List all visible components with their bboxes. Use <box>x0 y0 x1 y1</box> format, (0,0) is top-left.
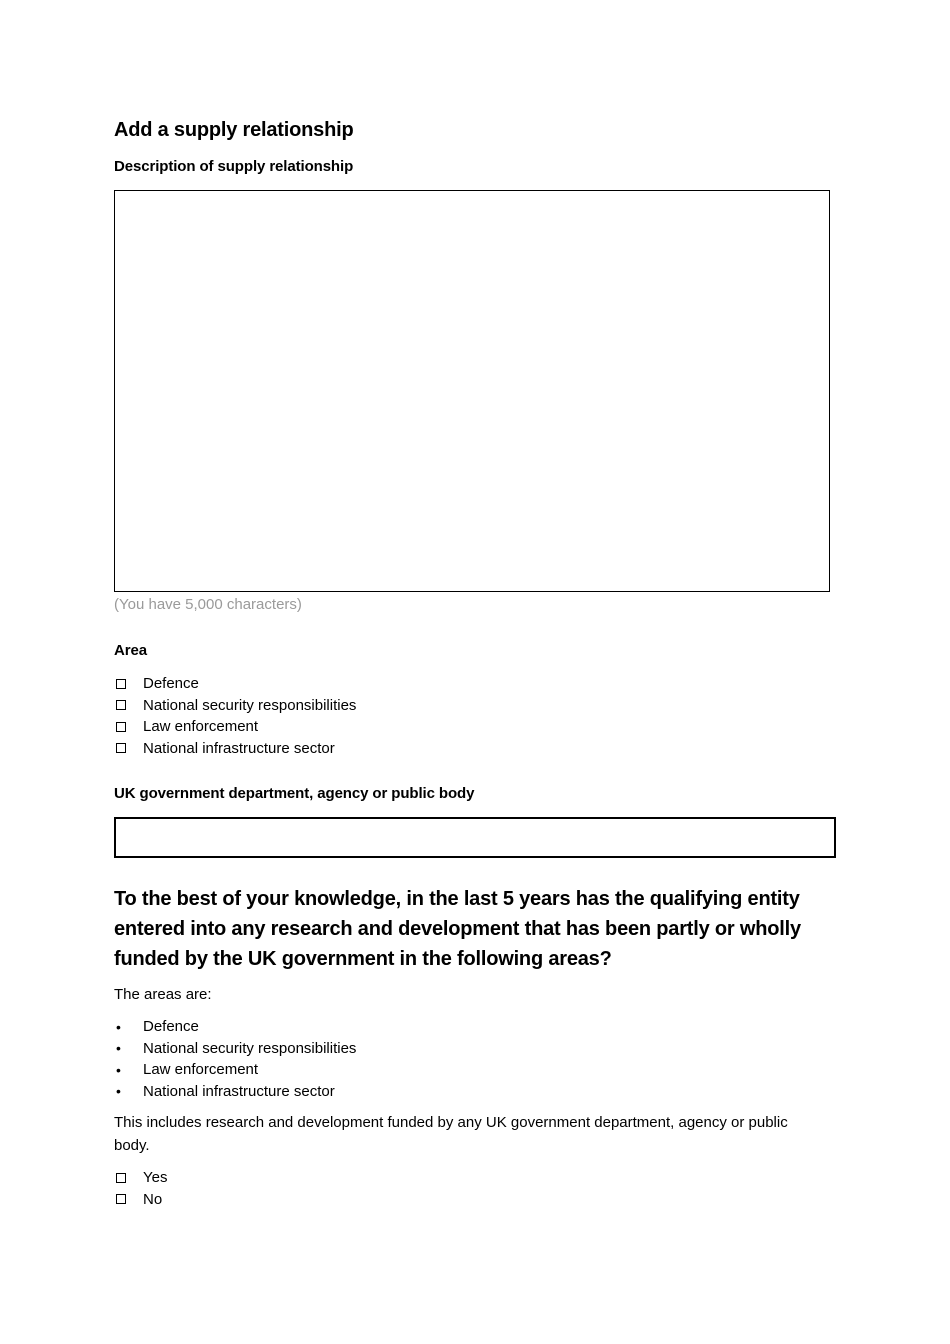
description-textarea-box[interactable] <box>114 190 830 592</box>
area-checkbox[interactable] <box>116 679 126 689</box>
bullet-icon: • <box>116 1040 121 1057</box>
funding-note: This includes research and development funded by any UK government department, agency or public body. <box>114 1114 788 1154</box>
bullet-icon: • <box>116 1018 121 1035</box>
description-label: Description of supply relationship <box>114 158 354 175</box>
areas-intro: The areas are: <box>114 986 212 1003</box>
section-title: Add a supply relationship <box>114 119 354 141</box>
description-textarea[interactable] <box>115 191 829 591</box>
department-input[interactable] <box>116 819 834 856</box>
answer-options <box>116 1167 167 1210</box>
bullet-text: Law enforcement <box>143 1061 259 1079</box>
area-option-label: National infrastructure sector <box>143 739 335 757</box>
area-option[interactable] <box>116 738 356 760</box>
bullet-icon: • <box>116 1061 121 1078</box>
rd-question-heading: To the best of your knowledge, in the last 5 years has the qualifying entity entered into any research and development that has been partly or wholly funded by the UK government in the following areas? <box>114 888 801 970</box>
area-checkbox[interactable] <box>116 700 126 710</box>
list-item <box>116 1059 356 1081</box>
answer-label: Yes <box>143 1169 168 1187</box>
area-options <box>116 673 356 759</box>
area-option-label: National security responsibilities <box>143 696 357 714</box>
area-label: Area <box>114 642 147 659</box>
bullet-icon: • <box>116 1083 121 1100</box>
areas-bullet-list <box>116 1016 356 1102</box>
answer-option-no[interactable] <box>116 1189 167 1211</box>
yes-checkbox[interactable] <box>116 1173 126 1183</box>
area-checkbox[interactable] <box>116 743 126 753</box>
area-option[interactable] <box>116 716 356 738</box>
area-option[interactable] <box>116 695 356 717</box>
character-count: (You have 5,000 characters) <box>114 596 302 613</box>
bullet-text: Defence <box>143 1018 199 1036</box>
area-option-label: Defence <box>143 675 199 693</box>
area-option[interactable] <box>116 673 356 695</box>
bullet-text: National infrastructure sector <box>143 1082 335 1100</box>
department-label: UK government department, agency or public body <box>114 785 475 802</box>
list-item <box>116 1081 356 1103</box>
list-item <box>116 1016 356 1038</box>
bullet-text: National security responsibilities <box>143 1039 357 1057</box>
area-checkbox[interactable] <box>116 722 126 732</box>
answer-option-yes[interactable] <box>116 1167 167 1189</box>
answer-label: No <box>143 1190 163 1208</box>
department-input-box[interactable] <box>114 817 836 858</box>
list-item <box>116 1038 356 1060</box>
area-option-label: Law enforcement <box>143 718 259 736</box>
no-checkbox[interactable] <box>116 1194 126 1204</box>
